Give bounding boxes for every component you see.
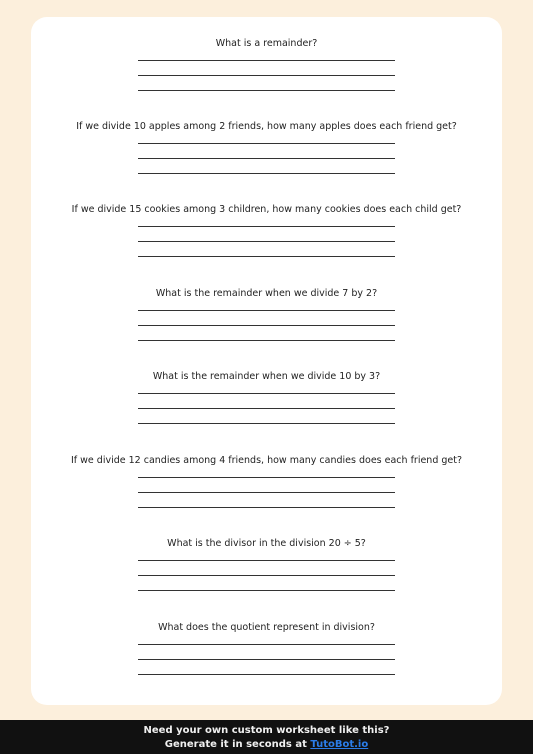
answer-line (138, 393, 395, 394)
question-3 (31, 204, 502, 257)
question-7 (31, 538, 502, 591)
answer-line (138, 226, 395, 227)
question-text: What is the remainder when we divide 7 by 2? (155, 288, 378, 299)
answer-line (138, 590, 395, 591)
answer-line (138, 241, 395, 242)
question-text: If we divide 15 cookies among 3 children, how many cookies does each child get? (71, 204, 462, 215)
answer-line (138, 340, 395, 341)
answer-line (138, 408, 395, 409)
question-2 (31, 121, 502, 174)
question-text: If we divide 12 candies among 4 friends, how many candies does each friend get? (70, 455, 463, 466)
worksheet-page (31, 17, 502, 705)
question-8 (31, 622, 502, 675)
answer-line (138, 423, 395, 424)
question-text: What does the quotient represent in division? (158, 622, 375, 633)
answer-line (138, 674, 395, 675)
answer-line (138, 256, 395, 257)
question-text: What is the divisor in the division 20 ÷ 5? (167, 538, 366, 549)
answer-line (138, 158, 395, 159)
answer-line (138, 644, 395, 645)
answer-line (138, 507, 395, 508)
answer-line (138, 173, 395, 174)
answer-line (138, 575, 395, 576)
footer-line-2 (0, 738, 533, 752)
question-5 (31, 371, 502, 424)
question-6 (31, 455, 502, 508)
question-1 (31, 38, 502, 91)
promo-footer (0, 720, 533, 754)
question-text: If we divide 10 apples among 2 friends, how many apples does each friend get? (76, 121, 457, 132)
question-text: What is the remainder when we divide 10 by 3? (152, 371, 381, 382)
question-4 (31, 288, 502, 341)
answer-line (138, 492, 395, 493)
answer-line (138, 90, 395, 91)
footer-prefix: Generate it in seconds at (164, 739, 311, 750)
answer-line (138, 325, 395, 326)
footer-line-1: Need your own custom worksheet like this? (143, 725, 390, 736)
answer-line (138, 310, 395, 311)
tutobot-link[interactable]: TutoBot.io (310, 739, 369, 750)
answer-line (138, 477, 395, 478)
answer-line (138, 60, 395, 61)
question-text: What is a remainder? (215, 38, 318, 49)
answer-line (138, 75, 395, 76)
answer-line (138, 659, 395, 660)
answer-line (138, 143, 395, 144)
answer-line (138, 560, 395, 561)
